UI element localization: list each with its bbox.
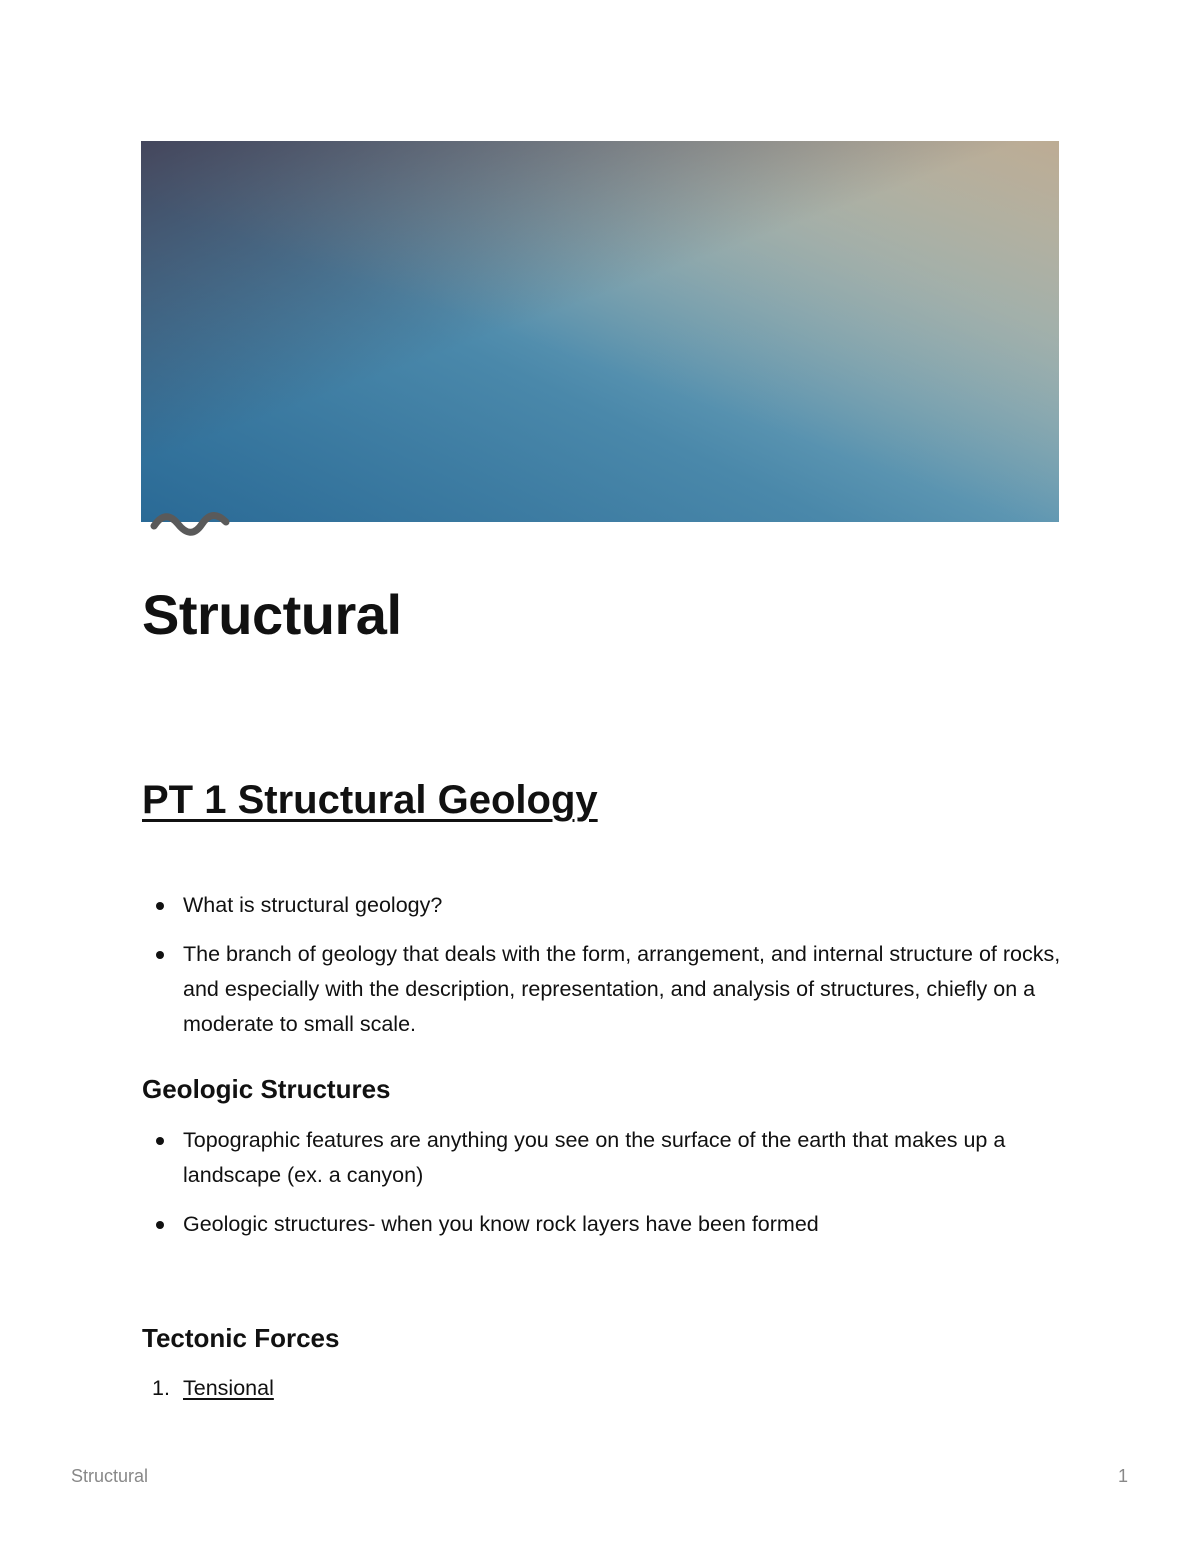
section-heading-tectonic-forces: Tectonic Forces: [142, 1323, 340, 1353]
wavy-dash-icon: [148, 508, 232, 542]
structural-geology-list: [142, 888, 1062, 1042]
section-heading-structural-geology: PT 1 Structural Geology: [142, 778, 598, 822]
geologic-structures-list: [142, 1123, 1062, 1242]
list-number: 1.: [152, 1376, 170, 1400]
list-item: [142, 888, 1062, 923]
list-item-text: What is structural geology?: [183, 893, 443, 917]
list-item-text: The branch of geology that deals with the form, arrangement, and internal structure of rocks, and especially with the description, representation, and analysis of structures, chiefly on a moderate to small scale.: [183, 942, 1061, 1036]
list-item: [142, 1371, 1062, 1406]
bullet-icon: [156, 1137, 164, 1145]
list-item-text: Tensional: [183, 1376, 274, 1400]
page-number: 1: [1117, 1466, 1128, 1486]
list-item: [142, 1123, 1062, 1193]
list-item-text: Topographic features are anything you see on the surface of the earth that makes up a landscape (ex. a canyon): [183, 1128, 1006, 1187]
list-item: [142, 937, 1062, 1042]
bullet-icon: [156, 902, 164, 910]
cover-image: [141, 141, 1059, 522]
page-title: Structural: [142, 583, 402, 646]
bullet-icon: [156, 951, 164, 959]
section-heading-geologic-structures: Geologic Structures: [142, 1074, 391, 1104]
list-item-text: Geologic structures- when you know rock layers have been formed: [183, 1212, 819, 1236]
footer-document-title: Structural: [71, 1466, 149, 1486]
bullet-icon: [156, 1221, 164, 1229]
list-item: [142, 1207, 1062, 1242]
tectonic-forces-list: [142, 1371, 1062, 1406]
